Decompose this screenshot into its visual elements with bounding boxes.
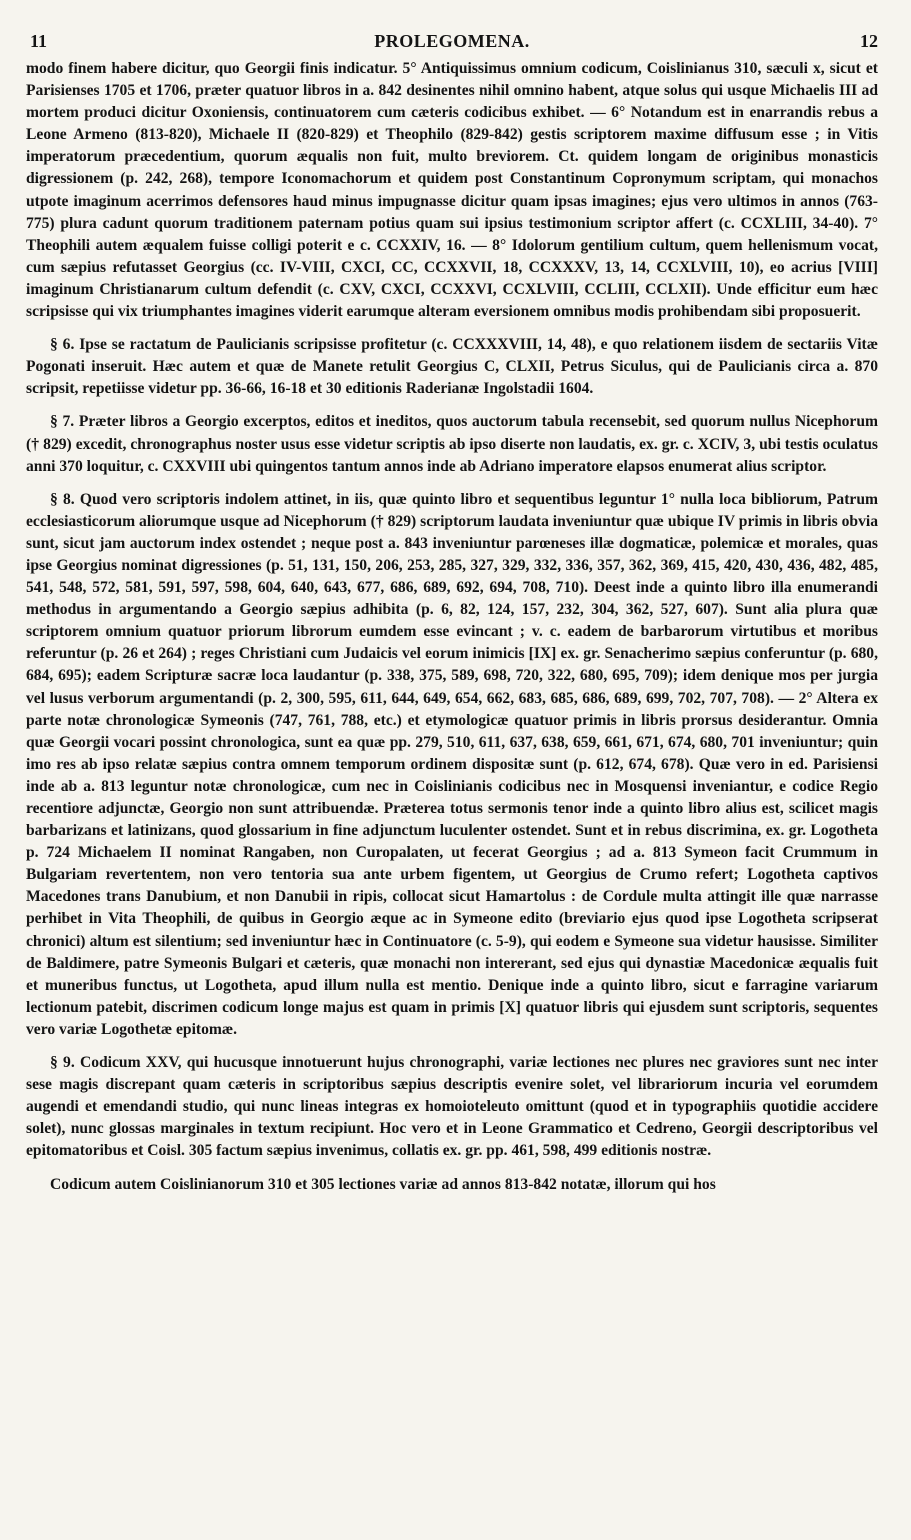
running-title: PROLEGOMENA. (374, 31, 530, 51)
page-number-left: 11 (30, 31, 48, 51)
paragraph-section-6: § 6. Ipse se ractatum de Paulicianis scripsisse profitetur (c. CCXXXVIII, 14, 48), e quo relationem iisdem de sectariis Vitæ Pogonati inseruit. Hæc autem et quæ de Manete retulit Georgius C, CLXII, Petrus Siculus, qui de Paulicianis circa a. 870 scripsit, repetiisse videtur pp. 36-66, 16-18 et 30 editionis Raderianæ Ingolstadii 1604. (26, 336, 878, 398)
document-page (26, 30, 878, 1520)
running-header (26, 30, 878, 54)
paragraph-section-7: § 7. Præter libros a Georgio excerptos, editos et ineditos, quos auctorum tabula recensebit, sed quorum nullus Nicephorum († 829) excedit, chronographus noster usus esse videtur scriptis ab ipso diserte non laudatis, ex. gr. c. XCIV, 3, ubi testis oculatus anni 370 loquitur, c. CXXVIII ubi quingentos tantum annos inde ab Adriano imperatore elapsos enumerat alius scriptor. (26, 413, 878, 475)
paragraph-section-9: § 9. Codicum XXV, qui hucusque innotuerunt hujus chronographi, variæ lectiones nec plures nec graviores sunt nec inter sese magis discrepant quam cæteris in scriptoribus sæpius descriptis evenire solet, vel librariorum incuria vel eorumdem augendi et emendandi studio, qui nunc lineas integras ex homoioteleuto omittunt (quod et in typographiis quotidie accidere solet), nunc glossas marginales in textum recipiunt. Hoc vero et in Leone Grammatico et Cedreno, Georgii descriptoribus vel epitomatoribus et Coisl. 305 factum sæpius invenimus, collatis ex. gr. pp. 461, 598, 499 editionis nostræ. (26, 1054, 878, 1160)
paragraph-continuation: modo finem habere dicitur, quo Georgii finis indicatur. 5° Antiquissimus omnium codicum, Coislinianus 310, sæculi x, sicut et Parisienses 1705 et 1706, præter quatuor libros in a. 842 desinentes nihil omnino habent, atque solus qui usque Michaelis III ad mortem produci dicitur Oxoniensis, continuatorem cum cæteris codicibus exhibet. — 6° Notandum est in enarrandis rebus a Leone Armeno (813-820), Michaele II (820-829) et Theophilo (829-842) gestis scriptorem maxime diffusum esse ; in Vitis imperatorum præcedentium, quorum æqualis non fuit, multo breviorem. Ct. quidem longam de originibus monasticis digressionem (p. 242, 268), tempore Iconomachorum et quidem post Constantinum Copronymum scriptam, qui monachos utpote imaginum acerrimos defensores haud minus impugnasse dicitur quam ipsas imagines; ejus vero ultimos in annos (763-775) plura cadunt quorum traditionem paternam potius quam sui ipsius testimonium scriptor affert (c. CCXLIII, 34-40). 7° Theophili autem æqualem fuisse colligi poterit e c. CCXXIV, 16. — 8° Idolorum gentilium cultum, quem hellenismum vocat, cum sæpius refutasset Georgius (cc. IV-VIII, CXCI, CC, CCXXVII, 18, CCXXXV, 13, 14, CCXLVIII, 10), eo acrius [VIII] imaginum Christianarum cultum defendit (c. CXV, CXCI, CCXXVI, CCXLVIII, CCLIII, CCLXII). Unde efficitur eum hæc scripsisse qui vix triumphantes imagines viderit earumque alteram eversionem omnibus modis prohibendam sibi proposuerit. (26, 60, 878, 321)
paragraph-section-8: § 8. Quod vero scriptoris indolem attinet, in iis, quæ quinto libro et sequentibus leguntur 1° nulla loca bibliorum, Patrum ecclesiasticorum aliorumque usque ad Nicephorum († 829) scriptorum laudata inveniuntur quæ ubique IV primis in libris obvia sunt, sicut jam auctorum index ostendet ; neque post a. 843 inveniuntur parœneses illæ dogmaticæ, polemicæ et morales, quas ipse Georgius nominat digressiones (p. 51, 131, 150, 206, 253, 285, 327, 329, 332, 336, 357, 362, 369, 415, 420, 430, 436, 482, 485, 541, 548, 572, 581, 591, 597, 598, 604, 640, 643, 677, 686, 689, 692, 694, 708, 710). Deest inde a quinto libro illa enumerandi methodus in argumentando a Georgio sæpius adhibita (p. 6, 82, 124, 157, 232, 304, 362, 527, 607). Sunt alia plura quæ scriptorem omnium quatuor priorum librorum eumdem esse evincant ; v. c. eadem de barbarorum virtutibus et moribus referuntur (p. 26 et 264) ; reges Christiani cum Judaicis vel eorum inimicis [IX] ex. gr. Senacherimo sæpius conferuntur (p. 680, 684, 695); eadem Scripturæ sacræ loca laudantur (p. 338, 375, 589, 698, 720, 322, 680, 695, 709); idem denique mos per jurgia vel lusus verborum argumentandi (p. 2, 300, 595, 611, 644, 649, 654, 662, 683, 685, 686, 689, 699, 702, 707, 708). — 2° Altera ex parte notæ chronologicæ Symeonis (747, 761, 788, etc.) et etymologicæ quatuor primis in libris prorsus desiderantur. Omnia quæ Georgii vocari possint chronologica, sunt ea quæ pp. 279, 510, 611, 637, 638, 659, 661, 671, 674, 680, 701 inveniuntur; quin imo res ab ipso relatæ sæpius contra omnem temporum ordinem dispositæ sunt (p. 612, 674, 678). Quæ vero in ed. Parisiensi inde ab a. 813 leguntur notæ chronologicæ, cum nec in Coislinianis codicibus nec in Mosquensi inveniantur, e codice Regio recentiore adjunctæ, Georgio non sunt attribuendæ. Præterea totus sermonis tenor inde a quinto libro alius est, scilicet magis barbarizans et latinizans, quod glossarium in fine adjunctum luculenter ostendet. Sunt et in rebus discrimina, ex. gr. Logotheta p. 724 Michaelem II nominat Rangaben, non Curopalaten, ut fecerat Georgius ; ad a. 813 Symeon facit Crummum in Bulgariam revertentem, non vero tentoria sua ante urbem figentem, ut Georgius de Crumo refert; Logotheta captivos Macedones trans Danubium, et non Danubii in ripis, collocat sicut Hamartolus : de Cordule multa attingit ille quæ narrasse perhibet in Vita Theophili, de quibus in Georgio æque ac in Symeone edito (breviario ejus quod ipse Logotheta scripserat chronici) altum est silentium; sed inveniuntur hæc in Continuatore (c. 5-9), qui eodem e Symeone sua videtur hausisse. Similiter de Baldimere, patre Symeonis Bulgari et cæteris, quæ monachi non intererant, sed ejus qui dynastiæ Macedonicæ æqualis fuit et muneribus functus, ut Logotheta, apud illum nulla est mentio. Denique inde a quinto libro, sicut e farragine variarum lectionum patebit, discrimen codicum longe majus est quam in primis [X] quatuor libris qui ejusdem sunt scriptoris, sequentes vero variæ Logothetæ epitomæ. (26, 490, 878, 1038)
page-number-right: 12 (860, 31, 878, 51)
paragraph-final: Codicum autem Coislinianorum 310 et 305 lectiones variæ ad annos 813-842 notatæ, illorum qui hos (50, 1175, 716, 1193)
